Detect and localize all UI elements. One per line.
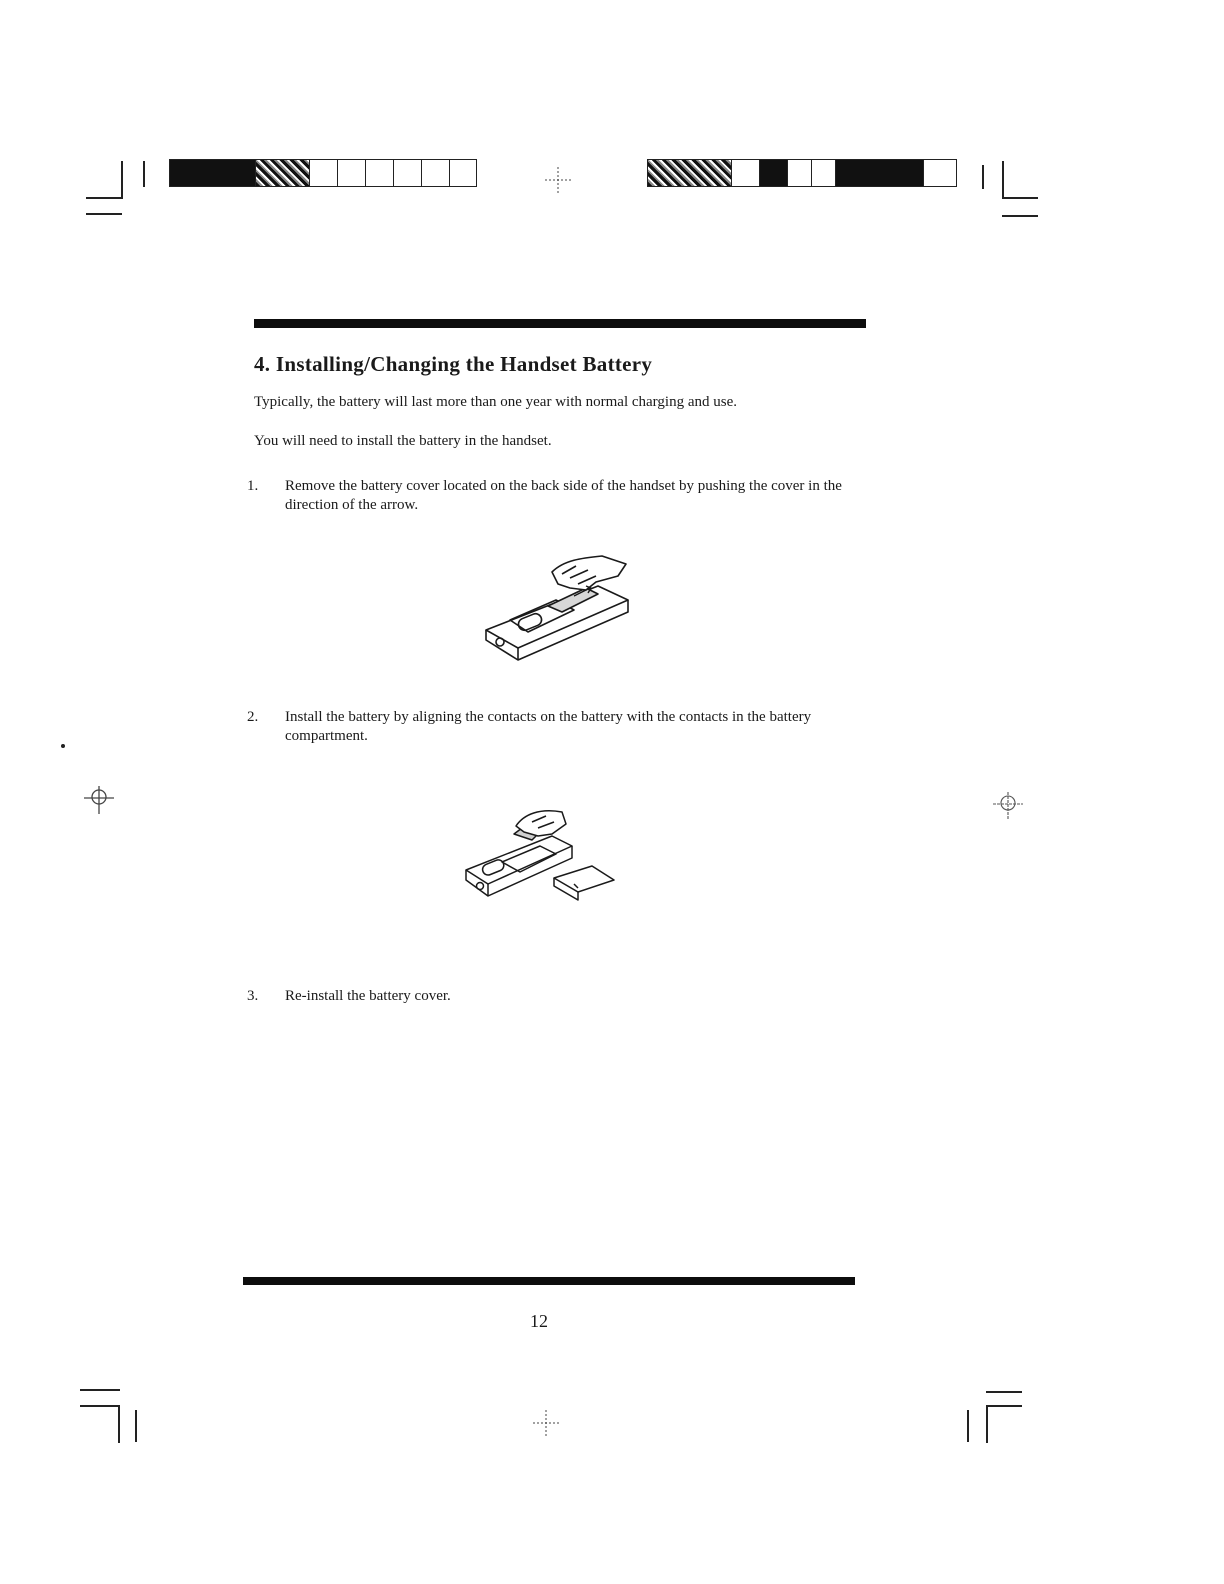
step-number: 1. (247, 478, 259, 494)
step-number: 3. (247, 988, 259, 1004)
registration-target-icon-right (993, 790, 1023, 820)
crop-mark-bottom-left-h (80, 1389, 120, 1391)
footer-rule (243, 1277, 855, 1285)
crop-mark-top-left-v (121, 161, 123, 199)
crop-mark-bottom-right-v2 (967, 1410, 969, 1442)
registration-target-icon-left (84, 784, 114, 814)
step-2 (247, 708, 857, 746)
crop-mark-bottom-left-v2 (135, 1410, 137, 1442)
intro-paragraph-1: Typically, the battery will last more than one year with normal charging and use. (254, 394, 737, 410)
step-1 (247, 477, 857, 515)
step-3 (247, 987, 857, 1006)
header-rule (254, 319, 866, 328)
speck (61, 744, 65, 748)
step-text: Remove the battery cover located on the back side of the handset by pushing the cover in the direction of the arrow. (285, 478, 842, 513)
crop-mark-top-right-h1 (1002, 197, 1038, 199)
crop-mark-top-left-v2 (143, 161, 145, 187)
crop-mark-bottom-left-v (118, 1405, 120, 1443)
crop-mark-bottom-right-v (986, 1405, 988, 1443)
crop-mark-top-left-h2 (86, 213, 122, 215)
crop-mark-top-right-h2 (1002, 215, 1038, 217)
registration-target-icon-bottom (531, 1408, 561, 1438)
section-title: 4. Installing/Changing the Handset Battery (254, 352, 653, 376)
intro-paragraph-2: You will need to install the battery in the handset. (254, 433, 552, 449)
battery-installation-illustration (462, 800, 622, 910)
calibration-strip-left (169, 159, 477, 187)
crop-mark-bottom-right-h (986, 1391, 1022, 1393)
step-text: Install the battery by aligning the contacts on the battery with the contacts in the battery compartment. (285, 709, 812, 744)
calibration-strip-right (647, 159, 957, 187)
page-number: 12 (530, 1311, 548, 1331)
step-number: 2. (247, 709, 259, 725)
crop-mark-bottom-right-h2 (986, 1405, 1022, 1407)
crop-mark-top-right-v2 (982, 165, 984, 189)
step-text: Re-install the battery cover. (285, 988, 451, 1004)
crop-mark-bottom-left-h2 (80, 1405, 120, 1407)
registration-target-icon-top (543, 165, 573, 195)
handset-battery-cover-removal-illustration (478, 548, 638, 668)
crop-mark-top-right-v (1002, 161, 1004, 199)
crop-mark-top-left-h1 (86, 197, 122, 199)
